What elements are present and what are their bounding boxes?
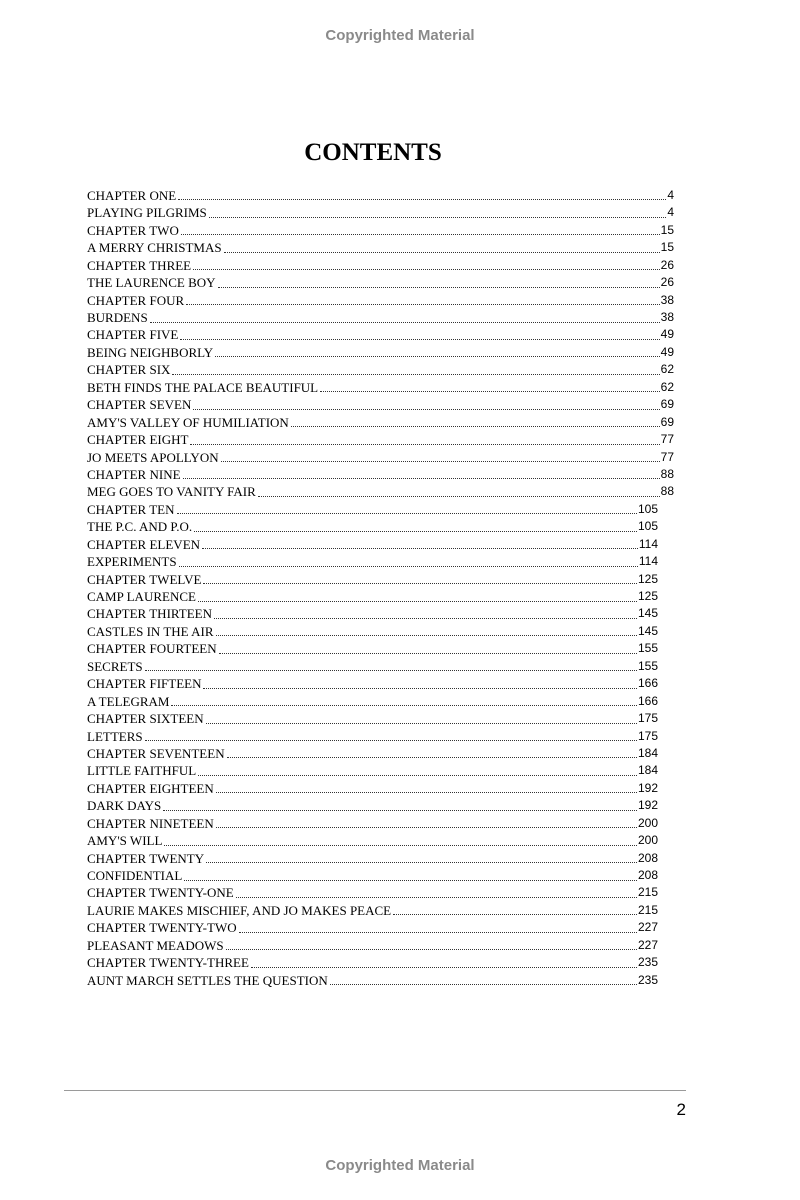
toc-entry-label: CHAPTER FIFTEEN <box>87 676 202 692</box>
toc-entry-page: 215 <box>637 902 658 917</box>
toc-dot-leader <box>177 512 637 514</box>
toc-entry[interactable] <box>87 222 674 239</box>
page-number: 2 <box>676 1100 686 1119</box>
toc-entry[interactable] <box>87 292 674 309</box>
toc-entry-label: CAMP LAURENCE <box>87 589 196 605</box>
toc-entry-page: 235 <box>637 972 658 987</box>
toc-entry-page: 38 <box>660 310 674 325</box>
toc-entry-page: 125 <box>637 571 658 586</box>
toc-entry-label: JO MEETS APOLLYON <box>87 449 219 465</box>
toc-entry-page: 145 <box>637 606 658 621</box>
toc-dot-leader <box>193 408 659 410</box>
toc-entry[interactable] <box>87 449 674 466</box>
toc-entry-label: CHAPTER FOUR <box>87 292 185 308</box>
toc-dot-leader <box>198 600 637 602</box>
toc-entry-page: 125 <box>637 589 658 604</box>
toc-dot-leader <box>206 861 637 863</box>
toc-entry-page: 49 <box>660 344 674 359</box>
toc-dot-leader <box>164 844 637 846</box>
copyright-watermark-top: Copyrighted Material <box>325 27 475 44</box>
toc-entry-page: 145 <box>637 623 658 638</box>
toc-dot-leader <box>180 338 659 340</box>
toc-entry-label: CHAPTER TWENTY-TWO <box>87 920 237 936</box>
toc-dot-leader <box>251 966 637 968</box>
toc-entry-label: A MERRY CHRISTMAS <box>87 240 222 256</box>
toc-entry-page: 192 <box>637 780 658 795</box>
table-of-contents <box>87 187 674 989</box>
toc-dot-leader <box>216 826 637 828</box>
toc-entry-page: 15 <box>660 240 674 255</box>
toc-entry-label: CHAPTER ONE <box>87 187 177 203</box>
toc-entry-label: CHAPTER TWELVE <box>87 571 202 587</box>
toc-dot-leader <box>236 896 637 898</box>
toc-entry-label: AUNT MARCH SETTLES THE QUESTION <box>87 972 328 988</box>
footer-divider <box>64 1090 686 1091</box>
toc-dot-leader <box>183 477 660 479</box>
toc-dot-leader <box>203 687 636 689</box>
toc-entry[interactable] <box>87 204 674 221</box>
toc-entry-label: CHAPTER SIX <box>87 362 171 378</box>
toc-entry[interactable] <box>87 954 674 971</box>
toc-entry-page: 155 <box>637 658 658 673</box>
toc-entry-page: 114 <box>638 554 658 569</box>
toc-entry-page: 62 <box>660 379 674 394</box>
toc-entry-page: 208 <box>637 850 658 865</box>
toc-entry-page: 184 <box>637 763 658 778</box>
toc-entry-page: 114 <box>638 536 658 551</box>
toc-entry-label: CHAPTER FOURTEEN <box>87 641 217 657</box>
toc-entry[interactable] <box>87 518 674 535</box>
toc-entry-page: 88 <box>660 466 674 481</box>
toc-entry-label: SECRETS <box>87 658 143 674</box>
toc-entry-label: CHAPTER SIXTEEN <box>87 711 204 727</box>
toc-entry[interactable] <box>87 693 674 710</box>
toc-entry[interactable] <box>87 257 674 274</box>
toc-entry-page: 88 <box>660 484 674 499</box>
toc-entry[interactable] <box>87 832 674 849</box>
toc-entry-label: THE P.C. AND P.O. <box>87 519 193 535</box>
toc-dot-leader <box>145 739 637 741</box>
toc-entry-label: CHAPTER ELEVEN <box>87 536 201 552</box>
toc-entry[interactable] <box>87 588 674 605</box>
toc-entry-page: 184 <box>637 745 658 760</box>
toc-entry[interactable] <box>87 431 674 448</box>
toc-entry-label: CHAPTER FIVE <box>87 327 179 343</box>
toc-entry[interactable] <box>87 745 674 762</box>
toc-dot-leader <box>203 582 636 584</box>
toc-entry[interactable] <box>87 902 674 919</box>
toc-dot-leader <box>320 390 660 392</box>
toc-entry[interactable] <box>87 501 674 518</box>
toc-entry-label: LAURIE MAKES MISCHIEF, AND JO MAKES PEACE <box>87 902 392 918</box>
toc-entry[interactable] <box>87 675 674 692</box>
toc-entry-page: 227 <box>637 937 658 952</box>
toc-dot-leader <box>219 652 637 654</box>
toc-entry-page: 49 <box>660 327 674 342</box>
toc-dot-leader <box>194 530 637 532</box>
toc-entry-label: LETTERS <box>87 728 143 744</box>
toc-dot-leader <box>258 495 660 497</box>
toc-entry[interactable] <box>87 309 674 326</box>
toc-entry[interactable] <box>87 327 674 344</box>
toc-dot-leader <box>150 321 660 323</box>
toc-entry[interactable] <box>87 239 674 256</box>
toc-entry-page: 200 <box>637 833 658 848</box>
toc-entry-page: 166 <box>637 693 658 708</box>
toc-entry-label: CHAPTER NINETEEN <box>87 815 214 831</box>
toc-entry[interactable] <box>87 187 674 204</box>
toc-entry-label: CHAPTER SEVENTEEN <box>87 745 225 761</box>
copyright-watermark-bottom: Copyrighted Material <box>325 1157 475 1174</box>
toc-dot-leader <box>179 565 638 567</box>
toc-entry-label: CHAPTER EIGHT <box>87 432 189 448</box>
toc-entry-page: 4 <box>667 205 674 220</box>
toc-dot-leader <box>227 756 637 758</box>
toc-entry[interactable] <box>87 640 674 657</box>
toc-entry[interactable] <box>87 797 674 814</box>
toc-entry[interactable] <box>87 466 674 483</box>
toc-entry[interactable] <box>87 553 674 570</box>
toc-entry-label: CHAPTER THIRTEEN <box>87 606 213 622</box>
toc-entry[interactable] <box>87 850 674 867</box>
toc-entry[interactable] <box>87 867 674 884</box>
toc-entry-label: CHAPTER TWENTY-ONE <box>87 885 234 901</box>
toc-dot-leader <box>145 669 637 671</box>
toc-entry-label: EXPERIMENTS <box>87 554 177 570</box>
toc-entry-page: 38 <box>660 292 674 307</box>
toc-entry-label: BEING NEIGHBORLY <box>87 344 214 360</box>
toc-entry-label: CONFIDENTIAL <box>87 868 183 884</box>
toc-dot-leader <box>216 791 637 793</box>
toc-entry[interactable] <box>87 571 674 588</box>
toc-dot-leader <box>239 931 637 933</box>
toc-entry-page: 200 <box>637 815 658 830</box>
toc-entry-page: 26 <box>660 257 674 272</box>
toc-entry[interactable] <box>87 815 674 832</box>
toc-entry-label: CHAPTER TWENTY-THREE <box>87 955 249 971</box>
toc-dot-leader <box>206 722 637 724</box>
toc-entry[interactable] <box>87 606 674 623</box>
toc-dot-leader <box>393 913 637 915</box>
toc-entry-label: CHAPTER TWENTY <box>87 850 205 866</box>
toc-entry-label: BURDENS <box>87 310 148 326</box>
toc-entry-page: 62 <box>660 362 674 377</box>
toc-dot-leader <box>181 233 660 235</box>
toc-entry-label: CHAPTER SEVEN <box>87 397 192 413</box>
toc-entry[interactable] <box>87 623 674 640</box>
toc-entry-page: 105 <box>637 519 658 534</box>
toc-entry-label: PLAYING PILGRIMS <box>87 205 207 221</box>
toc-entry[interactable] <box>87 937 674 954</box>
toc-dot-leader <box>209 216 667 218</box>
toc-entry-label: LITTLE FAITHFUL <box>87 763 197 779</box>
toc-dot-leader <box>226 948 637 950</box>
page-title: CONTENTS <box>304 139 442 166</box>
toc-dot-leader <box>178 198 666 200</box>
toc-entry[interactable] <box>87 762 674 779</box>
toc-entry-label: THE LAURENCE BOY <box>87 275 216 291</box>
toc-dot-leader <box>291 425 660 427</box>
toc-entry-label: CHAPTER THREE <box>87 257 192 273</box>
toc-entry-label: A TELEGRAM <box>87 693 170 709</box>
toc-entry-label: MEG GOES TO VANITY FAIR <box>87 484 256 500</box>
toc-entry-page: 26 <box>660 275 674 290</box>
toc-entry-label: CHAPTER TWO <box>87 222 179 238</box>
toc-entry[interactable] <box>87 536 674 553</box>
toc-entry-label: DARK DAYS <box>87 798 162 814</box>
toc-entry-page: 175 <box>637 711 658 726</box>
toc-entry-page: 166 <box>637 676 658 691</box>
toc-dot-leader <box>215 355 659 357</box>
toc-dot-leader <box>184 879 637 881</box>
toc-entry[interactable] <box>87 710 674 727</box>
toc-dot-leader <box>171 704 637 706</box>
toc-entry[interactable] <box>87 396 674 413</box>
toc-entry-page: 235 <box>637 955 658 970</box>
toc-dot-leader <box>163 809 637 811</box>
toc-entry-page: 175 <box>637 728 658 743</box>
toc-entry[interactable] <box>87 414 674 431</box>
toc-entry-page: 69 <box>660 397 674 412</box>
toc-entry-page: 4 <box>667 187 674 202</box>
toc-entry-label: AMY'S WILL <box>87 833 163 849</box>
toc-entry[interactable] <box>87 344 674 361</box>
toc-entry-page: 155 <box>637 641 658 656</box>
toc-dot-leader <box>221 460 660 462</box>
toc-dot-leader <box>218 286 660 288</box>
toc-entry-page: 192 <box>637 798 658 813</box>
toc-dot-leader <box>172 373 659 375</box>
toc-entry[interactable] <box>87 379 674 396</box>
toc-entry-label: CHAPTER NINE <box>87 466 181 482</box>
toc-entry-page: 77 <box>660 449 674 464</box>
toc-dot-leader <box>198 774 637 776</box>
toc-dot-leader <box>216 634 637 636</box>
toc-entry-page: 227 <box>637 920 658 935</box>
toc-entry[interactable] <box>87 361 674 378</box>
toc-dot-leader <box>224 251 660 253</box>
toc-dot-leader <box>330 983 637 985</box>
toc-entry-label: BETH FINDS THE PALACE BEAUTIFUL <box>87 379 319 395</box>
toc-entry-page: 15 <box>660 222 674 237</box>
toc-entry-page: 77 <box>660 432 674 447</box>
toc-dot-leader <box>193 268 660 270</box>
toc-entry-label: CHAPTER TEN <box>87 501 175 517</box>
toc-entry-page: 215 <box>637 885 658 900</box>
toc-entry-label: PLEASANT MEADOWS <box>87 937 224 953</box>
toc-entry-label: AMY'S VALLEY OF HUMILIATION <box>87 414 289 430</box>
toc-entry[interactable] <box>87 885 674 902</box>
toc-entry[interactable] <box>87 780 674 797</box>
toc-entry[interactable] <box>87 658 674 675</box>
toc-entry[interactable] <box>87 972 674 989</box>
toc-entry[interactable] <box>87 274 674 291</box>
toc-dot-leader <box>214 617 637 619</box>
toc-entry-page: 208 <box>637 868 658 883</box>
toc-dot-leader <box>190 443 659 445</box>
toc-entry[interactable] <box>87 919 674 936</box>
toc-dot-leader <box>202 547 638 549</box>
toc-entry-label: CHAPTER EIGHTEEN <box>87 780 214 796</box>
toc-entry[interactable] <box>87 483 674 500</box>
toc-entry-label: CASTLES IN THE AIR <box>87 623 214 639</box>
toc-entry-page: 69 <box>660 414 674 429</box>
toc-entry-page: 105 <box>637 501 658 516</box>
toc-entry[interactable] <box>87 728 674 745</box>
toc-dot-leader <box>186 303 659 305</box>
